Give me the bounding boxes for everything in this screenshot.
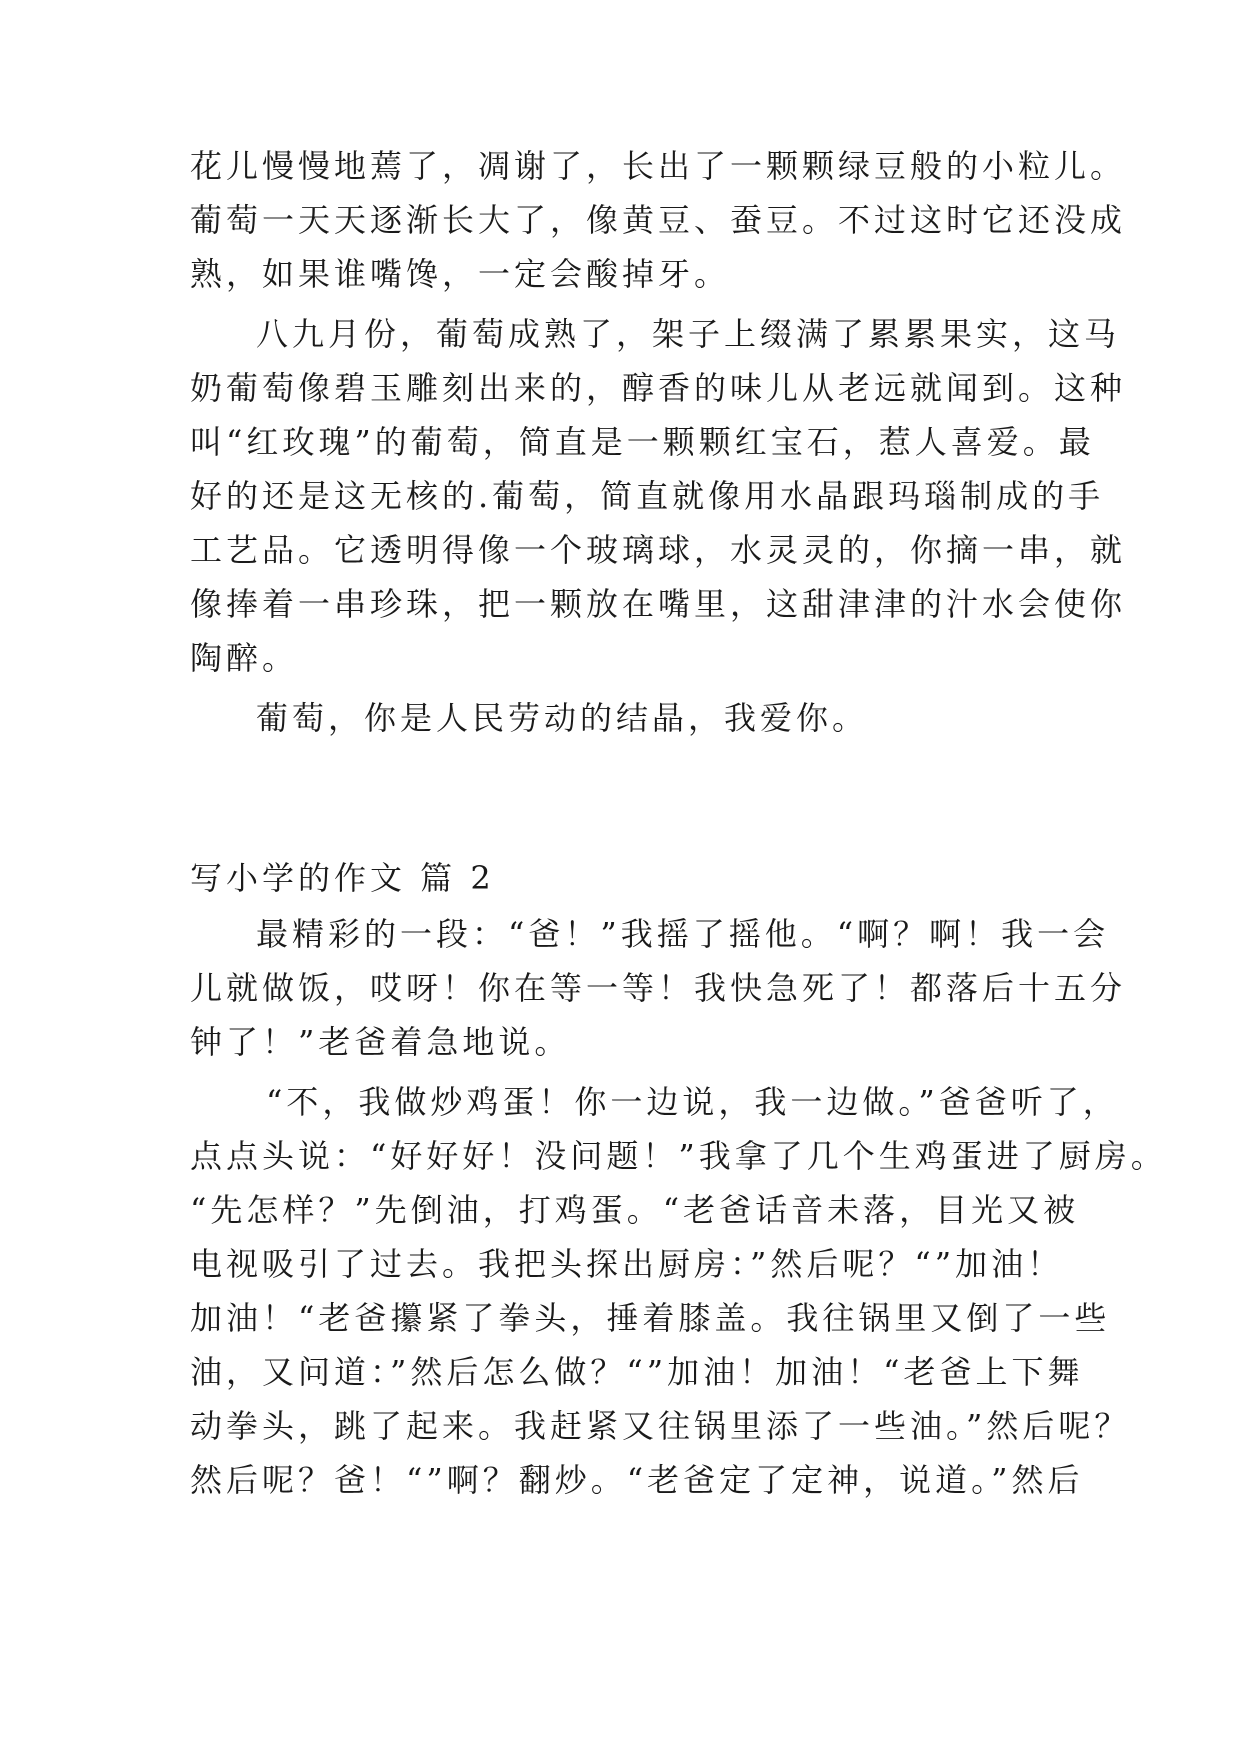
paragraph-2-line-5: 工艺品。它透明得像一个玻璃球，水灵灵的，你摘一串，就 [190,531,1127,569]
paragraph-1-line-2: 葡萄一天天逐渐长大了，像黄豆、蚕豆。不过这时它还没成 [190,201,1127,239]
paragraph-2-line-7: 陶醉。 [190,639,299,677]
paragraph-5-line-2: 点点头说：“好好好！没问题！”我拿了几个生鸡蛋进了厨房。 [190,1137,1167,1175]
paragraph-3-line-1: 葡萄，你是人民劳动的结晶，我爱你。 [256,699,869,737]
paragraph-5-line-8: 然后呢？爸！“”啊？翻炒。“老爸定了定神，说道。”然后 [190,1461,1084,1499]
paragraph-5-line-6: 油，又问道：”然后怎么做？“”加油！加油！“老爸上下舞 [190,1353,1084,1391]
paragraph-5-line-7: 动拳头，跳了起来。我赶紧又往锅里添了一些油。”然后呢？ [190,1407,1131,1445]
paragraph-1-line-1: 花儿慢慢地蔫了，凋谢了，长出了一颗颗绿豆般的小粒儿。 [190,147,1127,185]
paragraph-2-line-2: 奶葡萄像碧玉雕刻出来的，醇香的味儿从老远就闻到。这种 [190,369,1127,407]
paragraph-2-line-3: 叫“红玫瑰”的葡萄，简直是一颗颗红宝石，惹人喜爱。最 [190,423,1095,461]
paragraph-5-line-3: “先怎样？”先倒油，打鸡蛋。“老爸话音未落，目光又被 [190,1191,1080,1229]
paragraph-5-line-4: 电视吸引了过去。我把头探出厨房：”然后呢？“”加油！ [190,1245,1064,1283]
paragraph-5-line-1: “不，我做炒鸡蛋！你一边说，我一边做。”爸爸听了， [266,1083,1119,1121]
paragraph-2-line-6: 像捧着一串珍珠，把一颗放在嘴里，这甜津津的汁水会使你 [190,585,1127,623]
paragraph-4-line-3: 钟了！”老爸着急地说。 [190,1023,571,1061]
paragraph-5-line-5: 加油！“老爸攥紧了拳头，捶着膝盖。我往锅里又倒了一些 [190,1299,1111,1337]
section-heading: 写小学的作文 篇 2 [190,859,495,897]
paragraph-1-line-3: 熟，如果谁嘴馋，一定会酸掉牙。 [190,255,731,293]
paragraph-4-line-1: 最精彩的一段：“爸！”我摇了摇他。“啊？啊！我一会 [256,915,1110,953]
paragraph-2-line-4: 好的还是这无核的.葡萄，简直就像用水晶跟玛瑙制成的手 [190,477,1105,515]
paragraph-2-line-1: 八九月份，葡萄成熟了，架子上缀满了累累果实，这马 [256,315,1121,353]
paragraph-4-line-2: 儿就做饭，哎呀！你在等一等！我快急死了！都落后十五分 [190,969,1127,1007]
